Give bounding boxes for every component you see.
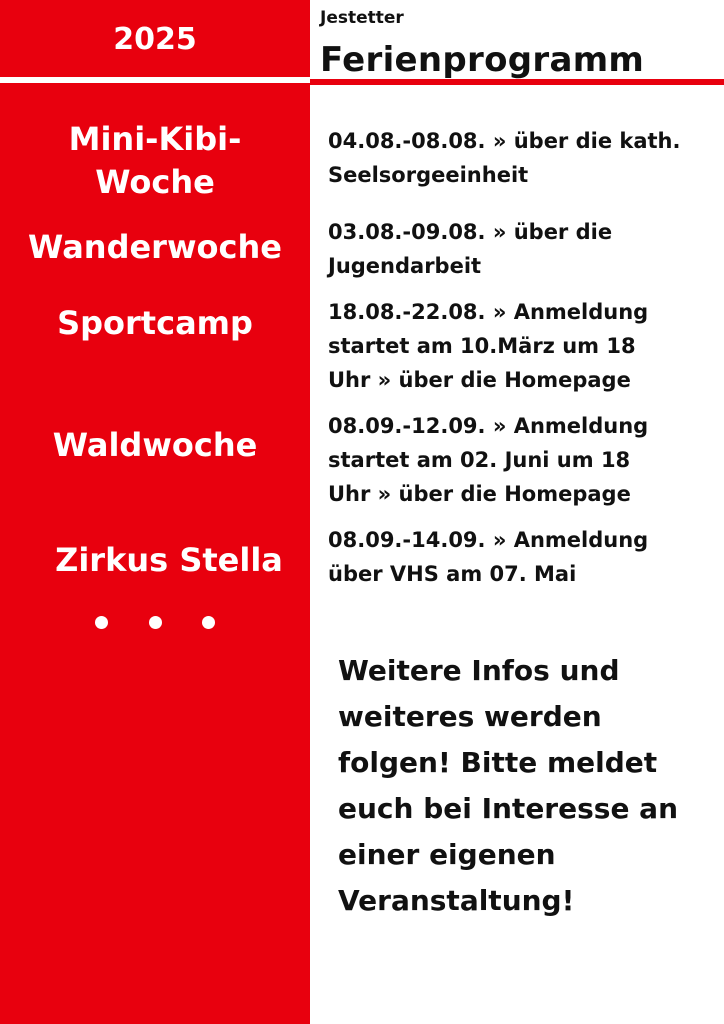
event-name-wanderwoche: Wanderwoche (28, 228, 282, 266)
year-label: 2025 (113, 22, 197, 57)
sidebar-divider (0, 77, 310, 83)
kicker-label: Jestetter (320, 8, 404, 28)
event-desc-mini-kibi-woche: 04.08.-08.08. » über die kath. Seelsorgeeinheit (328, 129, 681, 187)
page-title: Ferienprogramm (320, 40, 645, 80)
event-desc-wanderwoche: 03.08.-09.08. » über die Jugendarbeit (328, 220, 613, 278)
further-info-note: Weitere Infos und weiteres werden folgen! Bitte meldet euch bei Interesse an einer eigenen Veranstaltung! (338, 654, 679, 917)
dot-icon (202, 616, 215, 629)
dot-icon (95, 616, 108, 629)
event-name-waldwoche: Waldwoche (52, 426, 258, 464)
event-name-mini-kibi-woche: Mini-Kibi- Woche (68, 120, 242, 201)
event-desc-waldwoche: 08.09.-12.09. » Anmeldung startet am 02. Juni um 18 Uhr » über die Homepage (328, 414, 649, 506)
event-desc-zirkus-stella: 08.09.-14.09. » Anmeldung über VHS am 07. Mai (328, 528, 649, 586)
dot-icon (149, 616, 162, 629)
event-name-sportcamp: Sportcamp (57, 304, 253, 342)
event-name-zirkus-stella: Zirkus Stella (55, 541, 283, 579)
ellipsis-dots (95, 612, 215, 632)
event-desc-sportcamp: 18.08.-22.08. » Anmeldung startet am 10.März um 18 Uhr » über die Homepage (328, 300, 649, 392)
